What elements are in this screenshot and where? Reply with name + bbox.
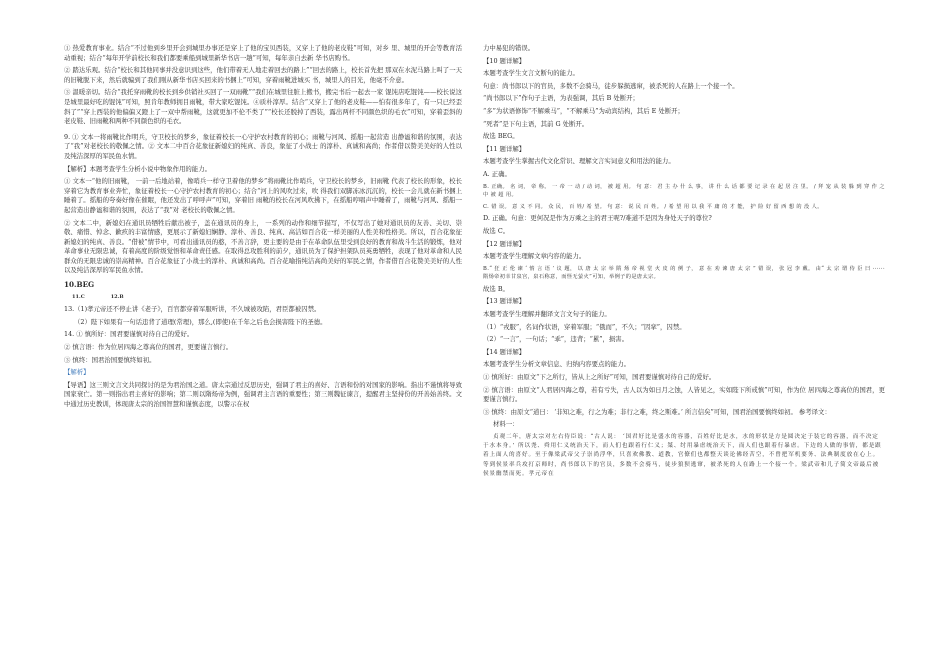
answer-heading: 10.BEG (64, 280, 95, 290)
translation-text: 贞观二年，唐太宗对左右侍臣说：“古人说： ‘国君好比是盛水的容器，百姓好比是水，水的形状是方是圆决定于装它的容器，而不决定于水本身。’ 所以尧、舜用仁义统治天下，而人们也跟着行仁义；桀、纣用暴虐统治天下，而人们也跟着行暴虐。下边的人做的事情，都是跟着上面人的喜好。至于像梁武帝父子崇尚浮华，只喜欢佛教、道教，官僚们也都整天谈论佛经苦空，不曾把军机要务、法典制度放在心上。等到侯景率兵攻打京师时，尚书郎以下的官员，多数不会骑马，徒步狼狈逃窜，被杀死的人在路上一个接一个。梁武帝和儿子简文帝最后被侯景幽禁而死。孝元帝在 (483, 434, 882, 477)
paragraph: 本题考查学生理解文章内容的能力。 (483, 252, 586, 261)
paragraph: ① 慎所好：由原文“下之所行，皆从上之所好”可知，国君要谨慎对待自己的爱好。 (483, 373, 716, 382)
analysis-paragraph: 【解析】本题考查学生分析小说中物象作用的能力。 (64, 164, 211, 173)
option-b: B. 正确。 名 词， 帝 称。 一 帝 一 动 / 动 词， 被 超 用。 句 意： 君 主 办 什 么 事， 讲 什 么 话 都 要 记 录 在 起 居 注 里。 / 拜 宠 从 装 躲 到 穿 作 之 中 被 超 用。 (483, 183, 885, 199)
section-heading: 【11 题详解】 (483, 144, 526, 153)
option-d: D. 正确。句意：更何况是作为万乘之主的君王呢?/难道不是因为身处天子的尊位? (483, 214, 712, 223)
answer-12: 12.B (110, 293, 124, 300)
analysis-paragraph: ② 文本二中，新媳妇在通讯员牺牲后献出被子，盖在通讯员的身上， 一系列的动作和细节描写，不仅写出了她对通讯员的友善、关切、崇敬、痛惜、悼念、歉疚的丰富情感，更展示了新媳妇娴静、淳朴、善良、纯真、高洁如百合花一样美丽的人性美和性格美。所以，百合花象征新媳妇的纯真、善良。“借被”情节中，可看出通讯员的憨，不善言辞，更主要的是由于在革命队伍里受到良好的教育和战斗生活的锻炼，他对革命事业无限忠诚，有着高度的阶级觉悟和革命责任感。在取得总攻胜利的前夕，通讯员为了保护担架队员英勇牺牲，表现了他对革命和人民群众的无限忠诚的崇高精神。百合花象征了小战士的淳朴、真诚和高尚。百合花喻指纯洁高尚美好的军民之情，作者借百合花赞美美好的人性以及纯洁深厚的军民鱼水情。 (64, 218, 462, 275)
paragraph: 故选 B。 (483, 284, 509, 293)
paragraph: ③ 慎终：由原文“道曰： ‘非知之难，行之为难；非行之难，终之斯难。’ 所言信矣”可知，国君治国要慎终如初。 参考译文： (483, 407, 831, 416)
paragraph: ② 慎言语：由原文“人君居四海之尊，若有亏失，古人以为如日月之蚀，人皆见之，实如陛下所戒慎”可知，作为位 居四海之尊高位的国君，更要谨言慎行。 (483, 385, 885, 404)
answer-13-2: （2）陛下如果有一句话违背了道理(常理)，那么,(即使)在千年之后也会损害陛下的圣德。 (74, 317, 327, 326)
question-9-answer: 9. ① 文本一将雨靴比作明兵，守卫校长的梦乡，象征着校长一心守护农村教育的初心；雨靴与河风、摇船一起营造 出静谧和谐的氛围，表达了“我”对老校长的敬佩之情。② 文本二中百合花象征新媳妇的纯真、善良，象征了小战士 的淳朴、真诚和高尚；作者借以赞美美好的人性以及纯洁深厚的军民鱼水情。 (64, 132, 462, 160)
section-heading: 【10 题详解】 (483, 56, 526, 65)
paragraph: “多”为状语修饰“不解乘马”，“不解乘马”为动宾结构，其后 E 处断开； (483, 106, 684, 115)
paragraph: “死者”是下句主语，其前 G 处断开。 (483, 119, 589, 128)
right-column (483, 44, 885, 479)
short-answers (72, 293, 462, 303)
analysis-label: 【解析】 (64, 368, 90, 377)
paragraph: （2）“一言”，一句话；“乖”，违背；“累”，损害。 (483, 335, 629, 344)
section-heading: 【13 题详解】 (483, 297, 526, 306)
option-c: C. 错 误。 意 义 不 同。 众 民， 百 姓/ 希 望。 句 意： 说 民 百 姓。 / 希 望 用 以 我 平 庸 的 才 能， 护 险 好 留 西 想 的 没 人。 (483, 203, 823, 210)
paragraph: 本题考查学生分析文章信息、归纳内容要点的能力。 (483, 360, 630, 369)
section-heading: 【14 题详解】 (483, 347, 526, 356)
paragraph: A. 正确。 (483, 169, 511, 178)
paragraph: “尚书郎以下”作句子主语，为表强调，其后 B 处断开； (483, 94, 639, 103)
left-column (64, 44, 462, 413)
answer-14-1: 14. ① 慎所好：国君要谨慎对待自己的爱好。 (64, 330, 194, 339)
paragraph: 本题考查学生文言文断句的能力。 (483, 69, 579, 78)
paragraph: 本题考查学生理解并翻译文言文句子的能力。 (483, 310, 611, 319)
answer-14-2: ② 慎言语：作为位居四海之尊高位的国君，更要谨言慎行。 (64, 343, 233, 352)
paragraph: 力中易犯的错误。 (483, 44, 535, 52)
section-heading: 【12 题详解】 (483, 239, 526, 248)
paragraph: 故选 C。 (483, 226, 510, 235)
answer-13-1: 13.（1)孝元帝还不停止讲《老子》，百官都穿着军服听讲，不久城被攻陷，君臣都被囚禁。 (64, 305, 321, 314)
paragraph: 本题考查学生掌握古代文化常识、理解文言实词意义和用法的能力。 (483, 157, 675, 166)
analysis-paragraph: ① 文本一“他的旧雨靴， 一前一后地站着，像哨兵一样守卫着他的梦乡”将雨靴比作哨兵，守卫校长的梦乡，旧雨靴 代表了校长的形象，校长穿着它为教育事业奔忙，象征着校长一心守护农村教育的初心；结合“河上的风吹过来，吹 得我们双脚冻冰沉沉的，校长一会儿就在新书捆上睡着了。摇船的夸奏好像在催眠，他还发出了呼呼声”可知，穿着旧 雨靴的校长在河风吹拂下，在摇船哼唱声中睡着了，雨靴与河风、摇船一起营造出静谧和谐的氛围，表达了“我”对 老校长的敬佩之情。 (64, 177, 462, 214)
answer-paragraph: ③ 温暖亲切。结合“我托穿雨靴的校长到乡供销社买回了一双雨靴”“我们在城里往脏上搬书，搬完书后一起去一家 馄饨店吃馄饨——校长说这是城里最好吃的馄饨”可知，照肯年教师拥目雨靴，带大家吃馄饨。④质朴淳厚。结合“又穿上了他的老皮鞋——怕有很多年了，有一只已经歪斜了”“穿上西装的他偏偏又蹬上了一双中帮雨靴，这就更加不伦不类了”“校长还脱掉了西装，露出两杆不同颜色织的毛衣”可知，穿着歪斜的老皮鞋、旧雨靴和两种不同颜色织的毛衣。 (64, 88, 462, 126)
paragraph: 句意：尚书郎以下的官员，多数不会骑马，徒步躲损逃窜，被杀死的人在路上一个接一个。 (483, 81, 739, 90)
answer-11: 11.C (72, 293, 85, 300)
answer-14-3: ③ 慎终：国君治国要慎终如初。 (64, 355, 156, 364)
paragraph: 故选 BEG。 (483, 132, 519, 141)
answer-paragraph: ② 踏达乐观。结合“校长和其他同事并没意识到这些，他们带着无人地走着回去的路上”“回去的路上，校长首先把 那双在水泥马路上叫了一天的旧靴脱下来，然后就骗到了我们刚从新华书店买回来的书捆上”可知，穿着雨靴进城买 书，城里人的目光，他毫不介意。 (64, 66, 462, 84)
answer-paragraph: ① 热爱教育事业。结合“不过他到乡里开会到城里办事还是穿上了他的宝贝西装，又穿上了他的老皮鞋”可知，对乡 里、城里的开会等教育活动重视；结合“每年开学前校长和我们都要乘船到城里新华书店一趟”可知，每年亲自去新 华书店购书。 (64, 44, 462, 62)
option-b-analysis: B.“ 狂 正 伦 谏 ‘ 惰 言 语 ’ 议 题， 以 唐 太 宗 举 隋 炀 帝 视 堂 火 皮 的 例 子， 意 在 劝 谏 唐 太 宗 ” 错 误， 张 冠 李 戴。 由“ 太 宗 谓 侍 臣 曰 ······隋炀帝初幸甘泉宫，泉石称意，而怪无萤火”可知，举例子的是唐太宗。 (483, 265, 885, 281)
intro-paragraph: 【导语】这三则文言文共同探讨的是为君治国之道。唐太宗通过反思历史，强调了君主的喜好、言语和份的对国家的影响。指出不谨慎将导致国家衰亡。第一则指出君主喜好的影响；第二则以隋炀帝为例，强调君主言语的重要性；第三则魏征谏言，提醒君主坚持份的开善始善终。文中通过历史教训，体现唐太宗的治国智慧和谨慎态度，以警示在权 (64, 380, 462, 408)
paragraph: （1）“戎服”，名词作状语，穿着军服；“俄而”，不久；“因挛”，囚禁。 (483, 322, 686, 331)
material-label: 材料一： (493, 420, 519, 429)
